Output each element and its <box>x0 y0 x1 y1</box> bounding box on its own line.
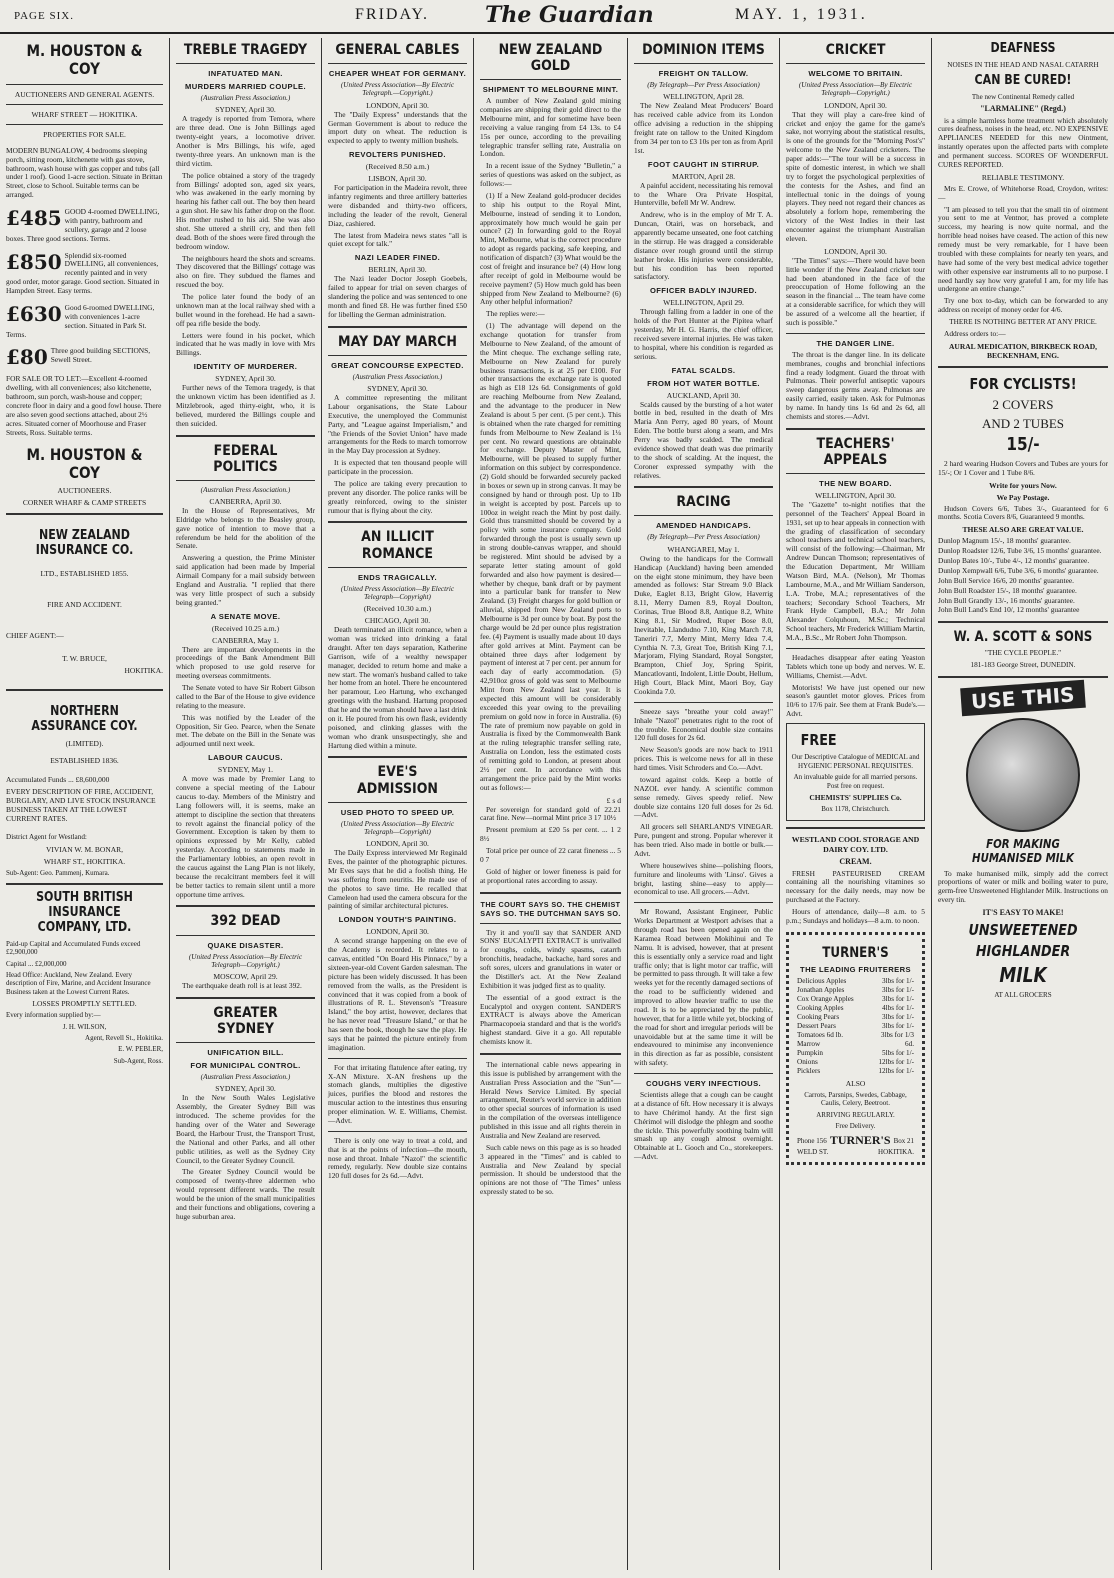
south-british-title: SOUTH BRITISH INSURANCE COMPANY, LTD. <box>36 890 133 935</box>
sbi-capital: Paid-up Capital and Accumulated Funds exceed £2,900,000 <box>6 939 141 957</box>
gs-p2: The Greater Sydney Council would be composed of twenty-three aldermen who would represent different wards. The result would be the union of the small municipalities and their functions and obligations, covering a huge suburban area. <box>176 1167 315 1221</box>
also-items: Carrots, Parsnips, Swedes, Cabbage, Caulis, Celery, Beetroot. <box>804 1090 907 1108</box>
cricket-p2: "The Times" says:—There would have been little wonder if the New Zealand cricket tour had been abandoned in the face of the preoccupation of Home following an the season in the financial ... The team have come at a considerable sacrifice, for which they will be assured of a welcome all the heartier, if such is possible." <box>786 255 925 327</box>
aural-address: AURAL MEDICATION, BIRKBECK ROAD, BECKENHAM, ENG. <box>948 341 1097 360</box>
dead-headline: 392 DEAD <box>210 913 281 930</box>
houston-title-2: M. HOUSTON & COY <box>26 444 143 482</box>
highlander-advert <box>938 684 1108 1000</box>
tyre-item: Dunlop Xempwall 6/6, Tube 3/6, 6 months' guarantee. <box>938 565 1099 575</box>
houston-title: M. HOUSTON & COY <box>26 41 143 79</box>
turner-addr <box>797 1148 914 1156</box>
federal-headline: FEDERAL POLITICS <box>213 442 278 475</box>
karamea-road: Mr Rowand, Assistant Engineer, Public Works Department at Westport advises that a through road has been opened again on the Karamea Road between Mokihinui and Te Namu. It is advised, however, that at present this is essentially only a service road and light traffic only; that is light motor car traffic, will be permitted to pass through. It will take a few weeks yet for the recently damaged sections of the road to be sufficiently widened and improved to allow heavier traffic to use the road. It is to be appreciated by the public, however, that for a little while yet, blocking of the road for short and irregular periods will be unavoidable but at the same time it will be endeavoured to minimise any inconvenience in this direction as far as possible, consistent with safety. <box>634 907 773 1068</box>
cricket-p1: That they will play a care-free kind of cricket and enjoy the game for the game's sake, not worrying about the statistical results, is one of the grounds for the "Morning Post's" welcome to the New Zealand cricketers. The paper adds:—"The tour will be a success in spite of domestic interest, in which we shall try to forget the psychological perplexities of the contests for the Ashes, and find an intellectual tonic in the doings of young players. They need not regard their chances as absolutely a forlorn hope, remembering the victory of the West Indies in their last encounter against the triumphant Australian eleven. <box>786 109 925 243</box>
sbi-name-1: J. H. WILSON, <box>62 1022 107 1031</box>
teachers-sub: THE NEW BOARD. <box>819 478 892 488</box>
identity-sub: IDENTITY OF MURDERER. <box>193 362 298 372</box>
northern-title: NORTHERN ASSURANCE COY. <box>31 704 138 735</box>
revolters-p1: For participation in the Madeira revolt, three infantry regiments and three artillery batteries were disbanded and thirty-two officers, including the leader of the revolt, General Diaz, cashiered. <box>328 183 467 228</box>
turner-footer <box>797 1133 914 1148</box>
free-title: FREE <box>800 731 837 750</box>
fruit-row <box>797 1022 914 1031</box>
tyre-item: John Bull Land's End 10/, 12 months' guarantee <box>938 605 1080 615</box>
northern-est: ESTABLISHED 1836. <box>50 756 119 766</box>
fruit-price: 3lbs for 1/- <box>882 1012 914 1021</box>
cream-title: CREAM. <box>839 856 872 866</box>
nz-gold-headline: NEW ZEALAND GOLD <box>498 42 603 75</box>
treble-p3: The neighbours heard the shots and screams. They discovered that the Billings' cottage was also on fire. They subdued the flames and rescued the boy. <box>176 253 315 290</box>
page-number: PAGE SIX. <box>14 10 74 22</box>
mayday-p1: A committee representing the militant Labour organisations, the State Labour Executive, the unemployed the Communist Party, and "League against Imperialism," and "the Friends of the Soviet Union" have made arrangements for the Reds to march tomorrow in the May Day procession at Sydney. <box>328 393 467 456</box>
scott-sub: "THE CYCLE PEOPLE." <box>984 648 1062 658</box>
sbi-losses: LOSSES PROMPTLY SETTLED. <box>32 999 137 1009</box>
cured-sub: The new Continental Remedy called <box>971 92 1075 101</box>
racing-p: Owing to the handicaps for the Cornwall Handicap (Auckland) having been amended on the eight stone minimum, they have been amended as follows: Star Stream 9.0 Black Duke, Eaglet 8.13, Bright Glow, Haverrig 8.11, Merry Damen 8.9, Royal Doulton, Corinas, True Blood 8.8, Antique 8.2, White King 8.1, Sir Modred, Ruper Bose 8.0, Inevitable, Llandudno 7.10, King March 7.8, Taneriri 7.7, Merry Mint, Merry Idea 7.4, Cynthia N. 7.3, Great Toe, British King 7.1, Marjoram, Flying Standard, Royal Songster, Brampton, Chief Joy, Spring Spirit, Mancatlovanti, Indolent, Little Doubt, Hellum, High Court, Black Mint, Maori Boy, Gay Cookinda 7.0. <box>634 553 773 696</box>
property-6: FOR SALE OR TO LET:—Excellent 4-roomed dwelling, with all conveniences; also kitchenette, bathroom, sun porch, wash-house and copper; concrete floor in dairy and a good fowl house. There are also seven good sections attached, about 2½ acres. Situated corner of Moorhouse and Fraser Streets, Ross. Suitable terms. <box>6 374 162 437</box>
sharland-advert: All grocers sell SHARLAND'S VINEGAR. Pure, pungent and strong. Popular wherever it has been tried. Also made in bottle or bulk.—Advt. <box>634 822 773 858</box>
houston-sub: AUCTIONEERS AND GENERAL AGENTS. <box>14 89 155 99</box>
labour-p: A move was made by Premier Lang to convene a special meeting of the Labour caucus to-day. Members of the Ministry and Lang followers will, it is seems, make an attempt to discipline the section that threatens to revolt against the financial policy of the Government. Exception is taken by them to opinions expressed by Mr Kelly, cabled yesterday. According to statements made in the Parliamentary lobbies, an open revolt in the caucus against the Lang Plan is not likely, because the recalcitrant members feel it will be better tactics to remain silent until a more opportune time arrives. <box>176 774 315 899</box>
dead-sub: QUAKE DISASTER. <box>207 940 284 950</box>
cricket-source: (United Press Association—By Electric Telegraph—Copyright.) <box>798 81 913 98</box>
illicit-source: (United Press Association—By Electric Telegraph—Copyright) <box>340 584 455 601</box>
treble-sub-2: MURDERS MARRIED COUPLE. <box>184 82 306 92</box>
nz-gold-p6: Gold of higher or lower fineness is paid for at proportional rates according to assay. <box>480 866 621 885</box>
gc-sub: CHEAPER WHEAT FOR GERMANY. <box>328 69 467 79</box>
gs-dateline: SYDNEY, April 30. <box>215 1084 276 1094</box>
property-2 <box>6 208 163 244</box>
nz-gold-p1: A number of New Zealand gold mining companies are shipping their gold direct to the Melbourne mint, and for sometime have been receiving a value ranging from £4 13s. to £4 15s per ounce, according to the prevailing telegraphic transfer selling rate, Australia on London. <box>480 96 621 159</box>
fruit-name: Pumpkin <box>797 1048 823 1057</box>
eves-sub: USED PHOTO TO SPEED UP. <box>340 807 455 817</box>
nz-gold-p5: (1) The advantage will depend on the exchange quotation for transfer from Melbourne to New Zealand, of the amount of the Mint cheque. The exchange selling rate, Melbourne on New Zealand for purely business transactions, is at 25 per £100. For other transactions the exchange rate is quoted as high as £18 12s 6d. Consignments of gold are reaching Melbourne from New Zealand, and the advantage to the producer in New Zealand is about 5 per cent. (5 per cent.). This is obtained when the rate charged for remitting funds from Melbourne to New Zealand is 1¼ per cent. No reward questions are obtainable for exchange. Deputy Master of Mint, Melbourne, will be pleased to supply further information on this subject by correspondence. (2) Gold should be forwarded securely packed in boxes or sewn up in strong canvas. It may be consigned by hand or through post. Up to 1lb in weight is accepted by post. Parcels up to 100oz in weight reach the Mint by post daily. Gold thus transmitted should be covered by a policy with some insurance company. Gold forwarded through the post is usually sewn up in strong double-canvas wrapper, and should be registered. Mint should be advised by a separate letter stating amount of gold forwarded and also how payment is desired—whether by cheque, bank draft or by payment into a particular bank for transfer to New Zealand. (3) Freight charges for gold bullion or alluvial, shipped from New Zealand ports to Melbourne is 3d per ounce by boat. By post the charge would be 2d per ounce plus registration fee. (4) Payment is usually made about 10 days after gold arrives at Mint. Payment can be obtained three days after lodgement by payment of interest at 7 per cent. per annum for each day of early accommodation. (5) 42,910oz gross of gold was sent to Melbourne Mint from New Zealand last year. It is expected this amount will be considerably exceeded this year owing to the prevailing premium on gold now in force in Australia. (6) The rate of premium now payable on gold in Australia is fixed by the Commonwealth Bank at the ruling telegraphic transfer selling rate, Australia on London, less the estimated costs of remitting gold to London, at present about 2½ per cent. In accordance with this arrangement the price paid by the Mint works out as follows:— <box>480 321 621 792</box>
postage: We Pay Postage. <box>996 492 1050 502</box>
hudson: Hudson Covers 6/6, Tubes 3/-, Guaranteed for 6 months. Scotia Covers 8/6, Guaranteed 9 months. <box>938 503 1108 522</box>
cricket-dateline-2: LONDON, April 30. <box>824 246 887 256</box>
price-5: £80 <box>6 345 48 370</box>
houston-addr: WHARF STREET — HOKITIKA. <box>31 109 138 119</box>
column-4 <box>474 38 628 1570</box>
testimony-p: "I am pleased to tell you that the small tin of ointment you sent to me at Ventnor, has proved a complete success, my hearing is now quite normal, and the horrible head noises have ceased. The action of this new remedy must be very remarkable, for I have been troubled with these complaints for nearly ten years, and have had some of the very best medical advice together with other expensive ear instruments all to no purpose. I need hardly say how very grateful I am, for my life has undergone an entire change." <box>938 204 1108 294</box>
federal-p1: In the House of Representatives, Mr Eldridge who belongs to the Beasley group, gave notice of intention to move that a referendum be held for the abolition of the Senate. <box>176 505 315 551</box>
address-orders: Address orders to:— <box>944 328 1006 338</box>
turner-phone: Phone 156 <box>797 1136 827 1145</box>
federal-source: (Australian Press Association.) <box>200 485 291 494</box>
column-5 <box>628 38 780 1570</box>
mayday-p2: It is expected that ten thousand people will participate in the procession. <box>328 458 467 477</box>
dominion-dateline: WELLINGTON, April 28. <box>663 92 744 102</box>
easy: IT'S EASY TO MAKE! <box>982 908 1064 918</box>
masthead <box>0 0 1114 34</box>
milk-word: MILK <box>999 963 1047 988</box>
danger-p: The throat is the danger line. In its delicate membranes, coughs and bronchial infections find a ready lodgment. Guard the throat with Pulmonas. Their powerful antiseptic vapours sweep dangerous germs away. Pulmonas are easily carried, easily taken. Ask for Pulmonas by name. In handy tins 1s 6d and 2s 6d, all chemists and stores.—Advt. <box>786 349 925 421</box>
northern-funds: Accumulated Funds ... £8,600,000 <box>6 775 110 785</box>
fruit-price: 3lbs for 1/3 <box>880 1030 914 1039</box>
fruit-row <box>797 1013 914 1022</box>
scott-title: W. A. SCOTT & SONS <box>953 629 1093 646</box>
senate-received: (Received 10.25 a.m.) <box>211 623 280 633</box>
northern-desc: EVERY DESCRIPTION OF FIRE, ACCIDENT, BURGLARY, AND LIVE STOCK INSURANCE BUSINESS TAKEN AT THE LOWEST CURRENT RATES. <box>6 787 156 824</box>
cream-p: FRESH PASTEURISED CREAM containing all the nourishing vitamines so necessary for the daily needs, may now be purchased at the Factory. <box>786 868 925 905</box>
senate-p2: The Senate voted to have Sir Robert Gibson called to the Bar of the House to give evidence relating to the measure. <box>176 683 315 710</box>
nz-insurance-est: LTD., ESTABLISHED 1855. <box>40 569 129 579</box>
federal-p2: Answering a question, the Prime Minister said application had been made by Imperial Airmail Company for a mail subsidy between England and Australia. "I replied that there was very little prospect of such a subsidy being granted." <box>176 553 315 607</box>
fruit-price: 4lbs for 1/- <box>882 1003 914 1012</box>
masthead-date: MAY. 1, 1931. <box>735 6 868 23</box>
eves-headline: EVE'S ADMISSION <box>357 764 438 797</box>
turner-weld: WELD ST. <box>797 1148 829 1157</box>
fruit-row <box>797 1058 914 1067</box>
turner-sub: THE LEADING FRUITERERS <box>800 964 911 974</box>
turner-box: Box 21 <box>893 1136 914 1145</box>
cyclists-price: 15/- <box>1006 434 1040 456</box>
sbi-office: Head Office: Auckland, New Zealand. Every description of Fire, Marine, and Accident Insurance Business taken at the Lowest Current Rates. <box>6 971 151 996</box>
court-says: THE COURT SAYS SO. THE CHEMIST SAYS SO. THE DUTCHMAN SAYS SO. <box>480 899 621 918</box>
eves-dateline: LONDON, April 30. <box>366 839 429 849</box>
yeaston-advert: Headaches disappear after eating Yeaston Tablets which tone up body and nerves. W. E. Williams, Chemist.—Advt. <box>786 652 925 680</box>
fruit-price: 3lbs for 1/- <box>882 994 914 1003</box>
northern-ltd: (LIMITED). <box>65 739 104 749</box>
treble-headline: TREBLE TRAGEDY <box>183 42 308 58</box>
deafness-title: DEAFNESS <box>990 41 1056 56</box>
foot-dateline: MARTON, April 28. <box>671 171 736 181</box>
fruit-name: Cooking Pears <box>797 1012 840 1021</box>
fruit-row <box>797 1049 914 1058</box>
column-3 <box>322 38 474 1570</box>
property-5 <box>6 345 163 370</box>
scott-addr: 181-183 George Street, DUNEDIN. <box>970 660 1076 670</box>
revolters-sub: REVOLTERS PUNISHED. <box>349 150 446 160</box>
nz-gold-table-head: £ s d <box>606 795 621 805</box>
unsweetened: UNSWEETENED <box>968 920 1078 939</box>
property-1: MODERN BUNGALOW, 4 bedrooms sleeping porch, sitting room, kitchenette with gas stove, bathroom, wash house with gas copper and tubs (all under 1 roof). Good 1-acre section. Situate in Brittan Street, close to School. Suitable terms can be arranged. <box>6 145 163 200</box>
treble-dateline: SYDNEY, April 30. <box>215 105 276 115</box>
mayday-p3: The police are taking every precaution to prevent any disorder. The police ranks will be greatly reinforced, owing to the sinister rumour that is flying about the city. <box>328 478 467 515</box>
identity-dateline: SYDNEY, April 30. <box>215 374 276 384</box>
fruit-name: Cooking Apples <box>797 1003 844 1012</box>
greater-sydney-headline: GREATER SYDNEY <box>213 1005 278 1038</box>
nz-gold-p3: (1) If a New Zealand gold-producer decides to ship his output to the Royal Mint, Melbourne, instead of sending it to London, approximately how much would he gain per ounce? (2) In forwarding gold to the Royal Mint, Melbourne, what is the correct procedure to adopt as regards packing, safe keeping, and notification of dispatch? (3) What would be the cost of freight and insurance be? (4) How long after receipt of gold in Melbourne would be receive payment? (5) How much gold has been shipped from New Zealand to Melbourne? (6) Any other helpful information? <box>480 190 621 307</box>
fruit-row <box>797 1067 914 1076</box>
dead-dateline: MOSCOW, April 29. <box>213 972 278 982</box>
tyre-item: Dunlop Bates 10/-, Tube 4/-, 12 months' guarantee. <box>938 556 1090 566</box>
teachers-dateline: WELLINGTON, April 30. <box>815 490 896 500</box>
nazi-dateline: BERLIN, April 30. <box>368 265 427 275</box>
westland-title: WESTLAND COOL STORAGE AND DAIRY COY. LTD. <box>791 835 920 854</box>
officer-sub: OFFICER BADLY INJURED. <box>649 286 758 296</box>
gs-sub-2: FOR MUNICIPAL CONTROL. <box>190 1061 301 1071</box>
column-6 <box>780 38 932 1570</box>
foot-sub: FOOT CAUGHT IN STIRRUP. <box>647 159 760 169</box>
revolters-received: (Received 8.50 a.m.) <box>365 162 430 172</box>
property-2-text: GOOD 4-roomed DWELLING, with pantry, bathroom and scullery, garage and 2 loose boxes. Three good sections. Terms. <box>6 207 160 243</box>
nz-insurance-name: T. W. BRUCE, <box>62 654 107 664</box>
highlander: HIGHLANDER <box>975 941 1071 960</box>
properties-heading: PROPERTIES FOR SALE. <box>43 129 126 139</box>
officer-p: Through falling from a ladder in one of the holds of the Port Hunter at the Pipitea wharf yesterday, Mr H. G. Harris, the chief officer, received severe internal injuries. He was taken to hospital, where his condition is regarded as serious. <box>634 307 773 361</box>
cream-hours: Hours of attendance, daily—8 a.m. to 5 p.m.; Sundays and holidays—8 a.m. to noon. <box>786 907 925 925</box>
nz-insurance-town: HOKITIKA. <box>124 666 163 676</box>
motor-advert: Motorists! We have just opened our new season's gauntlet motor gloves. Prices from 10/6 to 17/6 pair. See them at Frank Bude's.—Advt. <box>786 682 925 719</box>
linso-advert: Where housewives shine—polishing floors, furniture and linoleums with 'Linso'. Gives a bright, lasting shine—easy to apply—economical to use. All grocers.—Advt. <box>634 860 773 897</box>
sbi-info: Every information supplied by:— <box>6 1011 101 1020</box>
houston-sub-2: AUCTIONEERS. <box>57 486 112 496</box>
cricket-headline: CRICKET <box>825 42 886 58</box>
eves-p: The Daily Express interviewed Mr Reginald Eves, the painter of the photographic pictures. Mr Eves says that he did a foolish thing. He was suffering from neuritis. He made use of the photos to save time. He recalled that Cameleon had used the camera obscura for the painting of similar architectural pictures. <box>328 848 467 911</box>
senate-dateline: CANBERRA, May 1. <box>212 635 279 645</box>
teachers-headline: TEACHERS' APPEALS <box>816 435 895 468</box>
nazol-2-advert: toward against colds. Keep a bottle of NAZOL ever handy. A scientific common sense remedy. Gives speedy relief. New double size contains 120 full doses for 2s 6d.—Advt. <box>634 774 773 820</box>
mayday-sub: GREAT CONCOURSE EXPECTED. <box>331 360 464 370</box>
all-grocers: AT ALL GROCERS <box>994 991 1052 1000</box>
nz-insurance-fire: FIRE AND ACCIDENT. <box>47 600 122 610</box>
fruit-name: Cox Orange Apples <box>797 994 854 1003</box>
sander-advert: Try it and you'll say that SANDER AND SONS' EUCALYPTI EXTRACT is unrivalled for coughs, colds, windy spasms, catarrh bronchitis, headache, backache, hard sores and soft sores, ulcers and granulations in water or the Distiller's act. At the New Zealand Exhibition it was judged first as to quality. <box>480 927 621 990</box>
gc-p: The "Daily Express" understands that the German Government is about to reduce the import duty on wheat. The reduction is expected to apply to twenty million bushels. <box>328 109 467 146</box>
fruit-name: Picklers <box>797 1066 821 1075</box>
nothing-better: THERE IS NOTHING BETTER AT ANY PRICE. <box>949 317 1097 327</box>
northern-agent: District Agent for Westland: <box>6 833 87 842</box>
great-value: THESE ALSO ARE GREAT VALUE. <box>962 525 1084 535</box>
fruit-name: Tomatoes 6d lb. <box>797 1030 844 1039</box>
danger-sub: THE DANGER LINE. <box>816 338 895 348</box>
gc-dateline: LONDON, April 30. <box>366 100 429 110</box>
dead-p: The earthquake death roll is at least 392. <box>182 981 302 991</box>
coughs-sub: COUGHS VERY INFECTIOUS. <box>645 1079 762 1088</box>
nz-gold-table-1: Per sovereign for standard gold of 22.21 carat fine. New—normal Mint price 3 17 10½ <box>480 804 621 823</box>
mayday-headline: MAY DAY MARCH <box>338 333 457 350</box>
write-now: Write for yours Now. <box>989 480 1057 490</box>
tyre-list <box>938 537 1108 615</box>
treble-p2: The police obtained a story of the tragedy from Billings' adopted son, aged six years, who was awakened in the early morning by hearing his father call out. The boy then heard a gun shot. He saw his father drop on the floor. His mother rushed to his aid. She was also shot. She uttered a shrill cry, and then fell dead. Both of the shoes were fired through the bedroom window. <box>176 170 315 251</box>
nazi-sub: NAZI LEADER FINED. <box>354 253 441 263</box>
larmaline-p: is a simple harmless home treatment which absolutely cures deafness, noises in the head, etc. NO EXPENSIVE APPLIANCES NEEDED for this new Ointment, instantly operates upon the affected parts with complete and permanent success. SCORES OF WONDERFUL CURES REPORTED. <box>938 115 1108 169</box>
mayday-source: (Australian Press Association.) <box>352 372 443 381</box>
turner-advert <box>786 932 925 1166</box>
fruit-row <box>797 1004 914 1013</box>
senate-sub: A SENATE MOVE. <box>210 611 281 621</box>
dominion-headline: DOMINION ITEMS <box>642 42 765 58</box>
dominion-sub: FREIGHT ON TALLOW. <box>658 69 749 79</box>
fruit-name: Jonathan Apples <box>797 985 845 994</box>
illicit-dateline: CHICAGO, April 30. <box>364 616 431 626</box>
fruit-name: Onions <box>797 1057 818 1066</box>
tyre-item: Dunlop Magnum 15/-, 18 months' guarantee. <box>938 536 1071 546</box>
cyclists-p: 2 hard wearing Hudson Covers and Tubes are yours for 15/-; Or 1 Cover and 1 Tube 8/6. <box>938 458 1108 477</box>
foot-p2: Andrew, who is in the employ of Mr T. A. Duncan, Otairi, was on horseback, and apparently became unseated, one foot catching in the stirrup. He was dragged a considerable distance over rough ground until the stirrup leather broke. His injuries were considerable, but his condition has been reported satisfactory. <box>634 210 773 282</box>
tyre-item: John Bull Roadster 15/-, 18 months' guarantee. <box>938 585 1077 595</box>
xan-advert: For that irritating flatulence after eating, try X-AN Mixture. X-AN freshens up the stomach glands, multiplies the digestive juices, purifies the blood and restores the muscular action to the intestines thus ensuring proper elimination. W. E. Williams, Chemist.—Advt. <box>328 1062 467 1125</box>
fruit-name: Marrow <box>797 1039 821 1048</box>
tubes: AND 2 TUBES <box>981 415 1065 431</box>
fruit-price: 3lbs for 1/- <box>882 1021 914 1030</box>
free-sub: Our Descriptive Catalogue of MEDICAL and HYGIENIC PERSONAL REQUISITES. <box>791 753 920 770</box>
racing-source: (By Telegraph—Per Press Association) <box>647 533 760 542</box>
treble-p4: The police later found the body of an unknown man at the local railway shed with a bullet wound in the forehead. He had a sawn-off pea rifle beside the body. <box>176 292 315 328</box>
property-4 <box>6 301 163 340</box>
sbi-name-4: Sub-Agent, Ross. <box>113 1056 163 1065</box>
use-this-banner: USE THIS <box>960 680 1085 717</box>
revolters-dateline: LISBON, April 30. <box>368 174 427 184</box>
illicit-received: (Received 10.30 a.m.) <box>363 604 432 614</box>
illicit-sub: ENDS TRAGICALLY. <box>357 572 438 582</box>
cable-notice: The international cable news appearing in this issue is published by arrangement with the Australian Press Association and the "Sun"—Herald News Service Limited. By special arrangement, Reuter's world service in addition to other special sources of information is used in the compilation of the overseas intelligence published in this issue and all rights therein in Australia and New Zealand are reserved. <box>480 1059 621 1140</box>
fruit-name: Delicious Apples <box>797 976 847 985</box>
deafness-sub: NOISES IN THE HEAD AND NASAL CATARRH <box>947 59 1099 69</box>
nz-insurance-agent: CHIEF AGENT:— <box>6 631 64 641</box>
nazi-p: The Nazi leader Doctor Joseph Goebels, failed to appear for trial on seven charges of slandering the police and was sentenced to one month and fined £8. He was further fined £50 for libelling the German administration. <box>328 274 467 319</box>
fruit-price: 3lbs for 1/- <box>882 985 914 994</box>
treble-sub-1: INFATUATED MAN. <box>208 69 283 79</box>
cricket-dateline: LONDON, April 30. <box>824 100 887 110</box>
reliable: RELIABLE TESTIMONY. <box>981 172 1065 182</box>
free-box: Box 1178, Christchurch. <box>821 804 890 813</box>
cyclists-title: FOR CYCLISTS! <box>969 374 1077 393</box>
column-2 <box>170 38 322 1570</box>
gs-source: (Australian Press Association.) <box>200 1073 291 1082</box>
northern-sub: Sub-Agent: Geo. Pammenj, Kumara. <box>6 868 110 877</box>
price-3: £850 <box>6 249 62 274</box>
column-1 <box>0 38 170 1570</box>
lyp-sub: LONDON YOUTH'S PAINTING. <box>338 915 457 925</box>
fruit-price: 6d. <box>905 1039 914 1048</box>
sbi-name-3: E. W. PEBLER, <box>118 1045 163 1054</box>
gs-p1: In the New South Wales Legislative Assembly, the Greater Sydney Bill was introduced. The scheme provides for the handing over of the Water and Sewerage Board, the Harbour Trust, the Transport Trust, the National and other Parks, and all other public utilities, as well as the Sydney City Council, to the Greater Sydney Council. <box>176 1093 315 1165</box>
fruit-row <box>797 977 914 986</box>
turner-title: TURNER'S <box>822 944 889 961</box>
general-cables-headline: GENERAL CABLES <box>335 42 460 58</box>
nazol-advert: There is only one way to treat a cold, and that is at the points of infection—the mouth, nose and throat. Inhale "Nazol" the scientific remedy, regularly. New double size contains 120 full doses for 2s 6d.—Advt. <box>328 1135 467 1181</box>
price-2: £485 <box>6 206 62 231</box>
houston-addr-2: CORNER WHARF & CAMP STREETS <box>22 498 147 508</box>
senate-p3: This was notified by the Leader of the Opposition, Sir Geo. Pearce, when the Senate met. The debate on the Bill in the Senate was adjourned until next week. <box>176 712 315 749</box>
nz-gold-table-3: Total price per ounce of 22 carat fineness ... 5 0 7 <box>480 846 621 864</box>
masthead-day: FRIDAY. <box>355 6 430 23</box>
dominion-source: (By Telegraph—Per Press Association) <box>647 81 760 90</box>
racing-sub: AMENDED HANDICAPS. <box>656 521 751 531</box>
northern-name: VIVIAN W. M. BONAR, <box>45 844 124 854</box>
mayday-dateline: SYDNEY, April 30. <box>367 384 428 394</box>
federal-dateline: CANBERRA, April 30. <box>209 496 282 506</box>
free-catalogue-advert <box>786 723 925 821</box>
nz-gold-p2: In a recent issue of the Sydney "Bulletin," a series of questions was asked on the subject, as follows:— <box>480 161 621 189</box>
nz-gold-table-2: Present premium at £20 5s per cent. ... 1 2 8½ <box>480 825 621 844</box>
milk-tin-icon <box>966 718 1080 832</box>
fruit-price: 3lbs for 1/- <box>882 976 914 985</box>
nz-gold-p4: The replies were:— <box>486 309 545 319</box>
free-p: An invaluable guide for all married persons. Post free on request. <box>793 773 918 790</box>
column-7 <box>932 38 1114 1570</box>
revolters-p2: The latest from Madeira news states "all is quiet except for talk." <box>328 230 467 249</box>
senate-p1: There are important developments in the proceedings of the Bank Amendment Bill which proposed to use gold reserve for meeting overseas commitments. <box>176 644 315 681</box>
also-label: ALSO <box>845 1078 866 1088</box>
racing-dateline: WHANGAREI, May 1. <box>667 544 740 554</box>
price-4: £630 <box>6 301 62 326</box>
illicit-p: Death terminated an illicit romance, when a woman was tricked into drinking a fatal draught. After ten days separation, Katherine Garrison, wife of a wealthy newspaper manager, decided to return home and make a new start. The woman's husband called to take her home from an hotel. There he encountered her paramour, Leo Hartung, who exchanged greetings with the husband. Hartung proposed that he and the woman should have a last drink on it. He poured from his own flask, evidently poisoned, and clinking glasses with the woman who drank unsuspectingly, she and Hartung died within a minute. <box>328 625 467 750</box>
free-company: CHEMISTS' SUPPLIES Co. <box>809 792 902 802</box>
foot-p: A painful accident, necessitating his removal to the Whare Ora Private Hospital, Hunterville, befell Mr W. Andrew. <box>634 180 773 208</box>
coughs-p: Scientists allege that a cough can be caught at a distance of 6ft. How necessary it is always to have Chérimol handy. At the first sign Chérimol will dislodge the phlegm and soothe the tickle. This powerfully soothing balm will smash up any cough almost overnight. Obtainable at L. Gooch and Co., storekeepers.—Advt. <box>634 1090 773 1162</box>
for-making: FOR MAKING HUMANISED MILK <box>972 836 1074 865</box>
milk-p: To make humanised milk, simply add the correct proportions of water or milk and boiling water to pure, germ-free Unsweetened Highlander Milk. Instructions on every tin. <box>938 868 1108 905</box>
nz-insurance-title: NEW ZEALAND INSURANCE CO. <box>35 528 134 559</box>
sbi-capital-2: Capital ... £2,000,000 <box>6 959 67 968</box>
nazol-sneeze-advert: Sneeze says "breathe your cold away!" Inhale "Nazol" penetrates right to the root of the trouble. Economical double size contains 120 full doses for 2s 6d. <box>634 706 773 743</box>
fruit-price: 5lbs for 1/- <box>882 1048 914 1057</box>
treble-p1: A tragedy is reported from Temora, where are three dead. One is John Billings aged twenty-eight years, a locomotive driver. Another is Mrs Billings, his wife, aged twenty-three years. An unknown man is the third victim. <box>176 114 315 168</box>
fruit-name: Dessert Pears <box>797 1021 836 1030</box>
fruit-row <box>797 986 914 995</box>
fatal-dateline: AUCKLAND, April 30. <box>666 390 741 400</box>
fruit-row <box>797 995 914 1004</box>
tyre-item: John Bull Service 16/6, 20 months' guarantee. <box>938 575 1074 585</box>
nz-gold-sub: SHIPMENT TO MELBOURNE MINT. <box>482 85 619 95</box>
treble-p5: Letters were found in his pocket, which indicated that he was madly in love with Mrs Billings. <box>176 330 315 358</box>
property-3-text: Splendid six-roomed DWELLING, all conveniences, recently painted and in very good order, motor garage. Good section. Situated in Hampden Street. Easy terms. <box>6 250 160 296</box>
gc-source: (United Press Association—By Electric Telegraph.—Copyright.) <box>340 81 455 98</box>
sbi-name-2: Agent, Revell St., Hokitika. <box>85 1034 163 1043</box>
treble-source: (Australian Press Association.) <box>200 94 291 103</box>
gs-sub-1: UNIFICATION BILL. <box>207 1048 284 1058</box>
testimony-intro: Mrs E. Crowe, of Whitehorse Road, Croydon, writes:— <box>938 183 1108 202</box>
turner-title-2: TURNER'S <box>829 1133 891 1148</box>
fruit-row <box>797 1040 914 1049</box>
turner-hokitika: HOKITIKA. <box>878 1148 914 1157</box>
officer-dateline: WELLINGTON, April 29. <box>663 298 744 308</box>
racing-headline: RACING <box>676 494 731 511</box>
fruit-list <box>797 977 914 1076</box>
delivery: Free Delivery. <box>835 1122 876 1131</box>
identity-p: Further news of the Temora tragedy, is that the unknown victim has been identified as J. Mitzlebrook, aged thirty-eight, who, it is believed, murdered the Billings couple and then suicided. <box>176 383 315 428</box>
cured-title: CAN BE CURED! <box>974 72 1072 88</box>
fruit-row <box>797 1031 914 1040</box>
covers: 2 COVERS <box>992 396 1054 412</box>
dead-source: (United Press Association—By Electric Telegraph—Copyright.) <box>188 952 303 969</box>
cricket-sub: WELCOME TO BRITAIN. <box>808 69 903 79</box>
teachers-p: The "Gazette" to-night notifies that the personnel of the Teachers' Appeal Board in 1931, set up to hear appeals in connection with the grading of classification of secondary school teachers and technical school teachers, will consist of the following:—Chairman, Mr Andrew Duncan Thomson; representatives of the Education Department, Mr William Watson Bird, M.A. (Nelson), Mr Thomas Lambourne, M.A., and Mr William Sanderson, L.A. Trobe, M.A.; representatives of the teachers; Secondary School Teachers, Mr Frank Hyde Campbell, B.A.; Mr John Alexander Colquhoun, M.Sc.; Technical School teachers, Mr Frederick William Martin, M.A., B.Sc., Mr Robert John Thompson. <box>786 499 925 643</box>
property-5-text: Three good building SECTIONS, Sewell Street. <box>50 346 151 365</box>
dominion-p: The New Zealand Meat Producers' Board has received cable advice from its London office advising a reduction in the shipping freight rate on tallow to the United Kingdom from 34 per ton to £3 10s per ton as from April 1st. <box>634 101 773 155</box>
fruit-price: 12lbs for 1/- <box>878 1066 914 1075</box>
fatal-sub: FATAL SCALDS. <box>671 365 736 375</box>
lyp-dateline: LONDON, April 30. <box>366 927 429 937</box>
property-4-text: Good 6-roomed DWELLING, with conveniences 1-acre section. Situated in Park St. Terms. <box>6 302 155 339</box>
property-3 <box>6 249 163 296</box>
arriving: ARRIVING REGULARLY. <box>816 1110 895 1119</box>
larmaline: "LARMALINE" (Regd.) <box>980 104 1066 114</box>
sander-advert-2: The essential of a good extract is the Eucalyptol and oxygen content. SANDER'S EXTRACT is always above the American Pharmacopoeia standard and that is the world's highest standard. Give it a go. All reputable chemists know it. <box>480 992 621 1047</box>
tyre-item: Dunlop Roadster 12/6, Tube 3/6, 15 months' guarantee. <box>938 546 1102 556</box>
schroder-advert: New Season's goods are now back to 1911 prices. This is welcome news for all in these hard times. Visit Schroders and Co.—Advt. <box>634 745 773 772</box>
eves-source: (United Press Association—By Electric Telegraph—Copyright) <box>340 819 455 836</box>
fatal-p: Scalds caused by the bursting of a hot water bottle in bed, resulted in the death of Mrs Maria Ann Perry, aged 80 years, of Mount Eden. The bottle burst along a seam, and Mrs Perry was badly scalded. The medical evidence showed that death was due primarily to the shock of scalding. At the inquest, the Coroner expressed sympathy with the relatives. <box>634 399 773 480</box>
masthead-title: The Guardian <box>485 2 654 28</box>
labour-dateline: SYDNEY, May 1. <box>217 765 274 775</box>
fatal-sub-2: FROM HOT WATER BOTTLE. <box>647 378 760 388</box>
lyp-p1: A second strange happening on the eve of the Academy is recorded. It relates to a canvas, entitled "On Board His Pinnace," by a sixteen-year-old Covent Garden salesman. The picture has been widely discussed. It has been removed from the walls, as the President is convinced that it was copied from a book of illustrations of R. L. Stevenson's "Treasure Island," the boy artist, however, declares that he has never read "Treasure Island," or that he has seen the book, though he saw the play. He says that he painted the picture entirely from imagination. <box>328 936 467 1052</box>
try-box: Try one box to-day, which can be forwarded to any address on receipt of money order for 4/6. <box>938 296 1108 315</box>
cable-notice-2: Such cable news on this page as is so headed 3 appeared in the "Times" and is cabled to Australia and New Zealand by special permission. It should be understood that the opinions are not those of "The Times" unless expressly stated to be so. <box>480 1142 621 1197</box>
northern-addr: WHARF ST., HOKITIKA. <box>43 856 126 866</box>
labour-sub: LABOUR CAUCUS. <box>208 753 283 763</box>
illicit-headline: AN ILLICIT ROMANCE <box>361 529 434 562</box>
fruit-price: 12lbs for 1/- <box>878 1057 914 1066</box>
tyre-item: John Bull Grandly 13/-, 16 months' guarantee. <box>938 595 1075 605</box>
